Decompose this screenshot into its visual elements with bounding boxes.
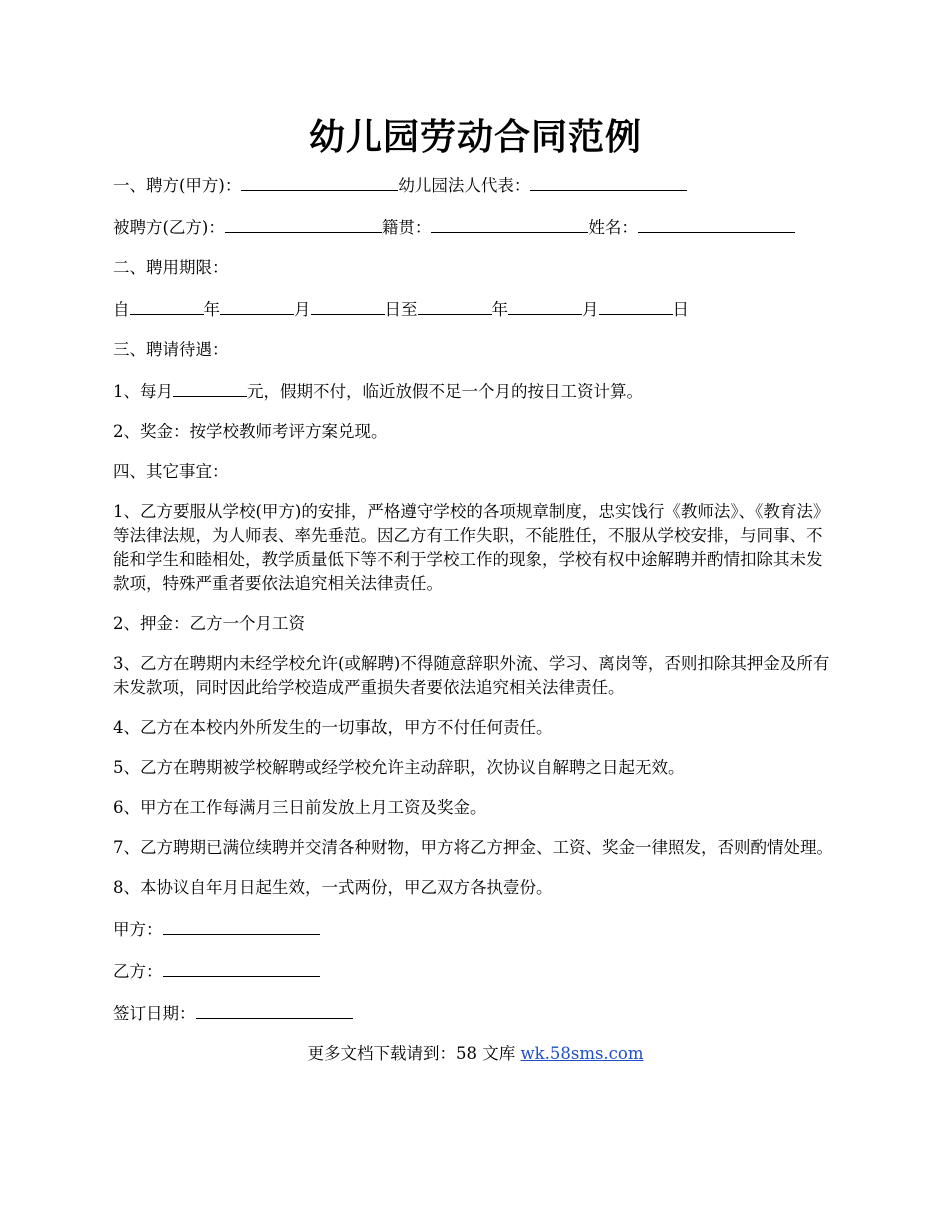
signature-party-b xyxy=(113,958,838,984)
signature-date xyxy=(113,1000,838,1026)
pay-item-1-suffix: 元，假期不付，临近放假不足一个月的按日工资计算。 xyxy=(247,382,643,401)
other-item-4: 4、乙方在本校内外所发生的一切事故，甲方不付任何责任。 xyxy=(113,718,553,737)
end-day-blank xyxy=(599,296,673,315)
footer-link[interactable]: wk.58sms.com xyxy=(520,1044,644,1063)
origin-blank xyxy=(431,214,588,233)
term-month-2: 月 xyxy=(582,300,599,319)
employee-label: 被聘方(乙方)： xyxy=(113,218,225,237)
name-blank xyxy=(638,214,795,233)
other-item-2: 2、押金：乙方一个月工资 xyxy=(113,614,305,633)
signing-date-label: 签订日期： xyxy=(113,1004,196,1023)
party-a-label: 甲方： xyxy=(113,920,163,939)
start-year-blank xyxy=(130,296,204,315)
other-item-3: 3、乙方在聘期内未经学校允许(或解聘)不得随意辞职外流、学习、离岗等，否则扣除其押金及所有未发款项，同时因此给学校造成严重损失者要依法追究相关法律责任。 xyxy=(113,654,830,697)
pay-item-1 xyxy=(113,378,838,404)
employee-blank xyxy=(225,214,382,233)
employer-line xyxy=(113,172,838,198)
signature-party-a xyxy=(113,916,838,942)
other-heading: 四、其它事宜： xyxy=(113,462,229,481)
party-b-blank xyxy=(163,958,320,977)
employer-label: 一、聘方(甲方)： xyxy=(113,176,242,195)
other-item-8: 8、本协议自年月日起生效，一式两份，甲乙双方各执壹份。 xyxy=(113,878,553,897)
term-day: 日 xyxy=(672,300,689,319)
other-item-5: 5、乙方在聘期被学校解聘或经学校允许主动辞职，次协议自解聘之日起无效。 xyxy=(113,758,685,777)
other-item-6: 6、甲方在工作每满月三日前发放上月工资及奖金。 xyxy=(113,798,487,817)
salary-blank xyxy=(173,378,247,397)
pay-item-1-prefix: 1、每月 xyxy=(113,382,173,401)
term-from: 自 xyxy=(113,300,130,319)
legal-rep-blank xyxy=(530,172,687,191)
start-month-blank xyxy=(220,296,294,315)
term-month-1: 月 xyxy=(294,300,311,319)
footer xyxy=(113,1042,838,1066)
term-year-2: 年 xyxy=(491,300,508,319)
name-label: 姓名： xyxy=(588,218,638,237)
footer-text: 更多文档下载请到：58 文库 xyxy=(307,1044,521,1063)
other-item-7: 7、乙方聘期已满位续聘并交清各种财物，甲方将乙方押金、工资、奖金一律照发，否则酌情处理。 xyxy=(113,838,833,857)
other-item-1: 1、乙方要服从学校(甲方)的安排，严格遵守学校的各项规章制度，忠实饯行《教师法》、《教育法》等法律法规，为人师表、率先垂范。因乙方有工作失职，不能胜任，不服从学校安排，与同事、不能和学生和睦相处，教学质量低下等不利于学校工作的现象，学校有权中途解聘并酌情扣除其未发款项，特殊严重者要依法追究相关法律责任。 xyxy=(113,502,830,593)
signing-date-blank xyxy=(196,1000,353,1019)
term-day-to: 日至 xyxy=(384,300,418,319)
term-year-1: 年 xyxy=(203,300,220,319)
employer-blank xyxy=(241,172,398,191)
party-b-label: 乙方： xyxy=(113,962,163,981)
document-title: 幼儿园劳动合同范例 xyxy=(308,116,642,158)
pay-item-2: 2、奖金：按学校教师考评方案兑现。 xyxy=(113,422,388,441)
start-day-blank xyxy=(311,296,385,315)
employee-line xyxy=(113,214,838,240)
term-heading: 二、聘用期限： xyxy=(113,258,229,277)
legal-rep-label: 幼儿园法人代表： xyxy=(398,176,531,195)
party-a-blank xyxy=(163,916,320,935)
origin-label: 籍贯： xyxy=(381,218,432,237)
end-month-blank xyxy=(508,296,582,315)
end-year-blank xyxy=(418,296,492,315)
term-line xyxy=(113,296,838,322)
pay-heading: 三、聘请待遇： xyxy=(113,340,229,359)
